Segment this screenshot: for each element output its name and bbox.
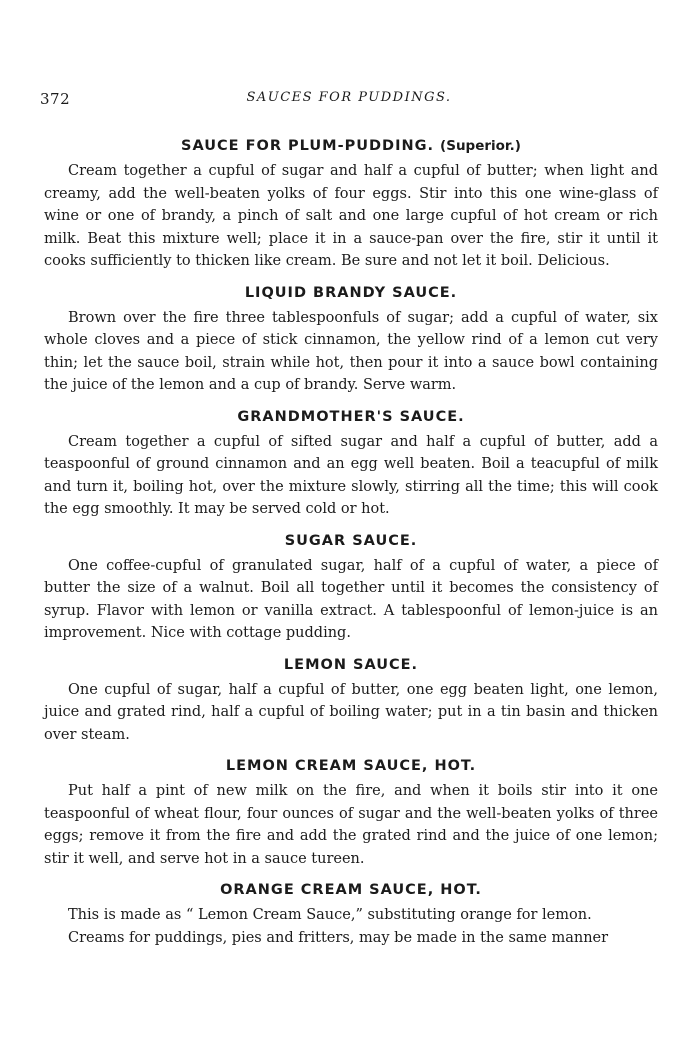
page-content <box>44 136 658 949</box>
recipe-lemon-cream-sauce <box>44 756 658 870</box>
recipe-title-text: SAUCE FOR PLUM-PUDDING. <box>181 138 435 154</box>
recipe-body: One cupful of sugar, half a cupful of butter, one egg beaten light, one lemon, juice and grated rind, half a cupful of boiling water; put in a tin basin and thicken over steam. <box>44 681 658 743</box>
recipe-title: LIQUID BRANDY SAUCE. <box>244 284 458 301</box>
recipe-orange-cream-sauce <box>44 880 658 949</box>
recipe-body: This is made as “ Lemon Cream Sauce,” substituting orange for lemon. <box>68 907 592 923</box>
recipe-subtitle: (Superior.) <box>440 138 521 154</box>
recipe-title: GRANDMOTHER'S SAUCE. <box>237 408 465 425</box>
recipe-title: LEMON CREAM SAUCE, HOT. <box>225 758 477 774</box>
recipe-title: LEMON SAUCE. <box>283 656 419 673</box>
page-header <box>40 90 658 112</box>
recipe-title <box>44 136 658 156</box>
recipe-body-continued: Creams for puddings, pies and fritters, may be made in the same manner <box>68 929 609 946</box>
recipe-plum-pudding-sauce <box>44 136 658 273</box>
recipe-title: SUGAR SAUCE. <box>284 532 418 549</box>
recipe-body: Cream together a cupful of sifted sugar and half a cupful of butter, add a teaspoonful of ground cinnamon and an egg well beaten. Boil a teacupful of milk and turn it, boiling hot, over the mixture slowly, stirring all the time; this will cook the egg smoothly. It may be served cold or hot. <box>44 433 658 517</box>
running-title: SAUCES FOR PUDDINGS. <box>246 90 452 105</box>
recipe-body: Cream together a cupful of sugar and half a cupful of butter; when light and creamy, add the well-beaten yolks of four eggs. Stir into this one wine-glass of wine or one of brandy, a pinch of salt and one large cupful of hot cream or rich milk. Beat this mixture well; place it in a sauce-pan over the fire, stir it until it cooks sufficiently to thicken like cream. Be sure and not let it boil. Delicious. <box>44 163 658 269</box>
recipe-liquid-brandy-sauce <box>44 283 658 397</box>
recipe-sugar-sauce <box>44 531 658 645</box>
recipe-body: Put half a pint of new milk on the fire, and when it boils stir into it one teaspoonful of wheat flour, four ounces of sugar and the well-beaten yolks of three eggs; remove it from the fire and add the grated rind and the juice of one lemon; stir it well, and serve hot in a sauce tureen. <box>44 783 658 867</box>
recipe-body: Brown over the fire three tablespoonfuls of sugar; add a cupful of water, six whole cloves and a piece of stick cinnamon, the yellow rind of a lemon cut very thin; let the sauce boil, strain while hot, then pour it into a sauce bowl containing the juice of the lemon and a cup of brandy. Serve warm. <box>44 309 658 393</box>
recipe-lemon-sauce <box>44 655 658 747</box>
recipe-title: ORANGE CREAM SAUCE, HOT. <box>220 882 482 898</box>
recipe-grandmothers-sauce <box>44 407 658 521</box>
page-number: 372 <box>40 90 71 108</box>
recipe-body: One coffee-cupful of granulated sugar, half of a cupful of water, a piece of butter the size of a walnut. Boil all together until it becomes the consistency of syrup. Flavor with lemon or vanilla extract. A tablespoonful of lemon-juice is an improvement. Nice with cottage pudding. <box>44 557 658 641</box>
